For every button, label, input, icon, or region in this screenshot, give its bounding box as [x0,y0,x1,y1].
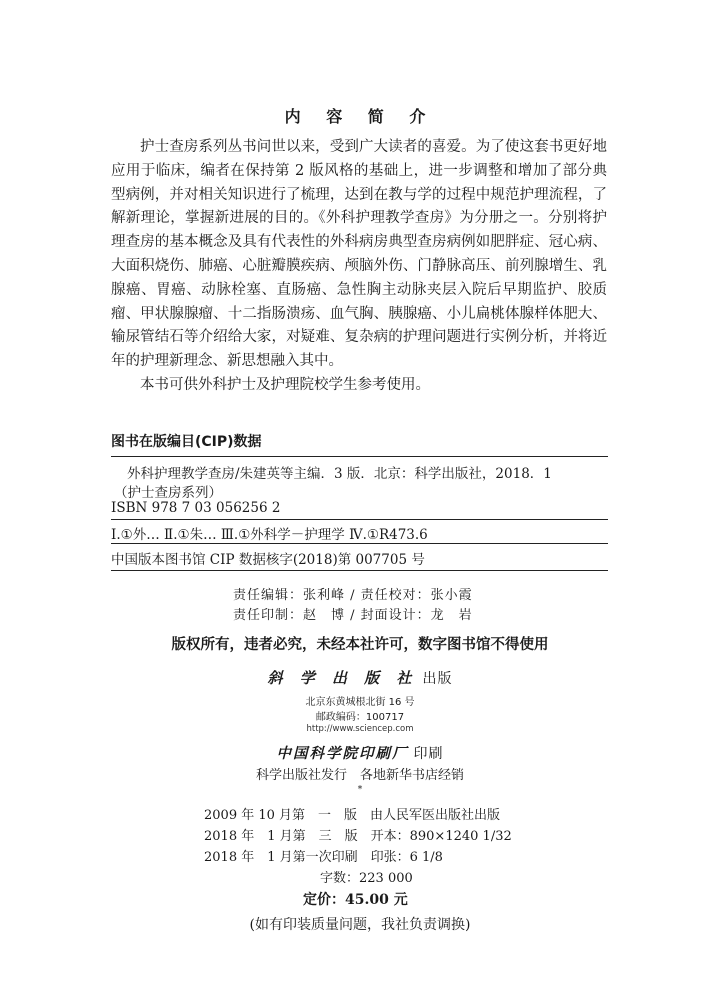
distribution-line: 科学出版社发行 各地新华书店经销 [255,768,464,783]
publisher-suffix: 出版 [422,671,453,687]
publisher-address: 北京东黄城根北街 16 号 [305,697,415,708]
cip-line-classification: Ⅰ.①外… Ⅱ.①朱… Ⅲ.①外科学－护理学 Ⅳ.①R473.6 [111,527,428,543]
summary-title: 内 容 简 介 [284,107,436,126]
cip-bottom-rule [111,570,608,571]
printer-suffix: 印刷 [413,746,444,762]
copyright-notice: 版权所有，违者必究，未经本社许可，数字图书馆不得使用 [171,637,549,653]
word-count: 字数：223 000 [320,871,413,886]
staff-production: 责任印制：赵 博 / 封面设计：龙 岩 [233,608,473,623]
cip-line-title: 外科护理教学查房/朱建英等主编．3 版．北京：科学出版社，2018．1 [127,466,552,482]
price: 定价：45.00 元 [303,892,408,908]
cip-mid-rule [111,519,608,520]
cip-line-record: 中国版本图书馆 CIP 数据核字(2018)第 007705 号 [111,552,425,568]
publisher-logo: 斜 学 出 版 社 [267,669,418,687]
publisher-line [0,667,720,688]
edition-line-printing: 2018 年 1 月第一次印刷 印张：6 1/8 [204,850,443,865]
edition-line-first: 2009 年 10 月第 一 版 由人民军医出版社出版 [204,808,501,823]
staff-editors: 责任编辑：张利峰 / 责任校对：张小霞 [233,588,473,603]
separator-star: * [357,785,363,795]
summary-text [111,136,607,398]
summary-paragraph: 本书可供外科护士及护理院校学生参考使用。 [140,376,430,393]
summary-paragraph: 护士查房系列丛书问世以来，受到广大读者的喜爱。为了使这套书更好地应用于临床，编者在保持第 2 版风格的基础上，进一步调整和增加了部分典型病例，并对相关知识进行了梳理，达到在教与学的过程中规范护理流程，了解新理论，掌握新进展的目的。《外科护理教学查房》为分册之一。分别将护理查房的基本概念及具有代表性的外科病房典型查房病例如肥胖症、冠心病、大面积烧伤、肺癌、心脏瓣膜疾病、颅脑外伤、门静脉高压、前列腺增生、乳腺癌、胃癌、动脉栓塞、直肠癌、急性胸主动脉夹层入院后早期监护、胶质瘤、甲状腺腺瘤、十二指肠溃疡、血气胸、胰腺癌、小儿扁桃体腺样体肥大、输尿管结石等介绍给大家，对疑难、复杂病的护理问题进行实例分析，并将近年的护理新理念、新思想融入其中。 [111,139,607,370]
edition-line-third: 2018 年 1 月第 三 版 开本：890×1240 1/32 [204,829,512,844]
cip-line-series: （护士查房系列） [114,485,222,501]
cip-line-isbn: ISBN 978 7 03 056256 2 [111,500,281,516]
publisher-url: http://www.sciencep.com [306,724,414,734]
cip-mid-rule [111,543,608,544]
publisher-postcode: 邮政编码：100717 [315,712,405,723]
cip-top-rule [111,456,608,457]
cip-heading: 图书在版编目(CIP)数据 [111,434,262,450]
quality-note: (如有印装质量问题，我社负责调换) [249,917,471,933]
printer-logo: 中国科学院印刷厂 [276,745,409,762]
printer-line [0,742,720,763]
